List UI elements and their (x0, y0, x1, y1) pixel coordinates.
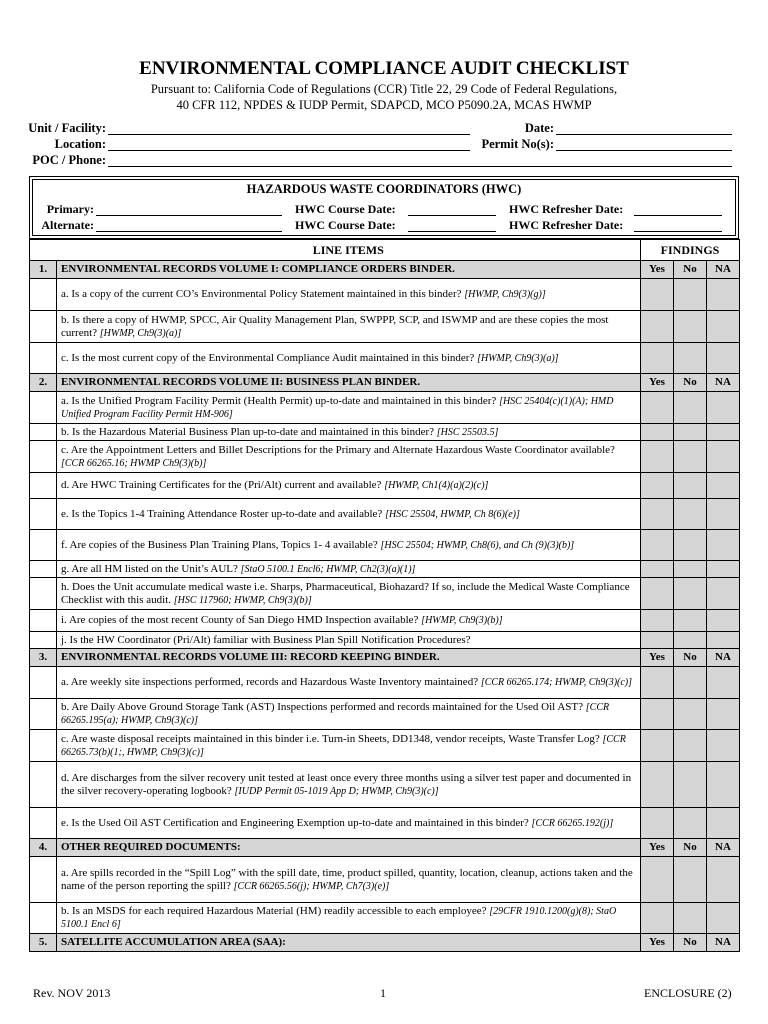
section-header-row (30, 934, 740, 952)
na-checkbox-cell[interactable] (707, 441, 740, 473)
item-number-cell (30, 441, 57, 473)
hwc-alternate-label: Alternate: (41, 218, 94, 232)
item-reference: [HWMP, Ch1(4)(a)(2)(c)] (384, 480, 489, 491)
yes-checkbox-cell[interactable] (641, 903, 674, 934)
yes-checkbox-cell[interactable] (641, 424, 674, 441)
checklist-item-text (57, 392, 641, 424)
na-checkbox-cell[interactable] (707, 699, 740, 730)
no-checkbox-cell[interactable] (674, 279, 707, 311)
item-question: c. Is the most current copy of the Environmental Compliance Audit maintained in this binder? (61, 351, 478, 364)
item-number-cell (30, 424, 57, 441)
no-column-label: No (674, 374, 707, 392)
checklist-item-row (30, 561, 740, 578)
checklist-item-row (30, 279, 740, 311)
section-header-row (30, 649, 740, 667)
yes-column-label: Yes (641, 649, 674, 667)
section-number: 4. (30, 839, 57, 857)
section-number: 3. (30, 649, 57, 667)
item-reference: [HWMP, Ch9(3)(b)] (421, 615, 503, 626)
no-checkbox-cell[interactable] (674, 578, 707, 610)
item-number-cell (30, 311, 57, 343)
hwc-primary-label: Primary: (46, 202, 94, 216)
no-checkbox-cell[interactable] (674, 730, 707, 762)
item-number-cell (30, 343, 57, 374)
na-checkbox-cell[interactable] (707, 808, 740, 839)
item-number-cell (30, 667, 57, 699)
yes-checkbox-cell[interactable] (641, 857, 674, 903)
item-question: g. Are all HM listed on the Unit’s AUL? (61, 562, 241, 575)
no-checkbox-cell[interactable] (674, 343, 707, 374)
item-question: h. Does the Unit accumulate medical waste i.e. Sharps, Pharmaceutical, Biohazard? If so, include the Medical Waste Compliance Checklist with this audit. (61, 580, 630, 606)
item-question: a. Are spills recorded in the “Spill Log” with the spill date, time, product spilled, quantity, location, cleanup, actions taken and the name of the person reporting the spill? (61, 866, 633, 892)
checklist-item-row (30, 311, 740, 343)
item-number-cell (30, 578, 57, 610)
no-checkbox-cell[interactable] (674, 392, 707, 424)
yes-checkbox-cell[interactable] (641, 392, 674, 424)
hwc-refresher-date-field-1[interactable] (634, 215, 722, 216)
checklist-item-row (30, 762, 740, 808)
checklist-item-row (30, 441, 740, 473)
item-question: b. Is an MSDS for each required Hazardous Material (HM) readily accessible to each employee? (61, 905, 490, 917)
checklist-item-text (57, 441, 641, 473)
yes-checkbox-cell[interactable] (641, 473, 674, 499)
unit-facility-field[interactable] (108, 134, 470, 135)
no-checkbox-cell[interactable] (674, 667, 707, 699)
checklist-item-row (30, 343, 740, 374)
no-checkbox-cell[interactable] (674, 530, 707, 561)
item-reference: [HWMP, Ch9(3)(a)] (477, 352, 559, 364)
checklist-item-text (57, 424, 641, 441)
item-question: f. Are copies of the Business Plan Training Plans, Topics 1- 4 available? (61, 538, 381, 551)
item-reference: [HSC 25404(c)(1)(A); HMD Unified Program Facility Permit HM-906] (61, 395, 614, 420)
checklist-item-text (57, 632, 641, 649)
item-number-cell (30, 730, 57, 762)
hwc-course-date-label-2: HWC Course Date: (295, 218, 396, 232)
location-field[interactable] (108, 150, 470, 151)
yes-checkbox-cell[interactable] (641, 667, 674, 699)
na-column-label: NA (707, 839, 740, 857)
item-question: e. Is the Topics 1-4 Training Attendance Roster up-to-date and available? (61, 507, 386, 520)
item-question: a. Is the Unified Program Facility Permit (Health Permit) up-to-date and maintained in this binder? (61, 394, 500, 407)
item-reference: [HSC 117960; HWMP, Ch9(3)(b)] (173, 594, 312, 606)
no-checkbox-cell[interactable] (674, 762, 707, 808)
item-number-cell (30, 857, 57, 903)
yes-checkbox-cell[interactable] (641, 343, 674, 374)
item-question: b. Is the Hazardous Material Business Plan up-to-date and maintained in this binder? (61, 425, 437, 438)
item-question: c. Are the Appointment Letters and Billet Descriptions for the Primary and Alternate Hazardous Waste Coordinator available? (61, 443, 615, 456)
item-number-cell (30, 903, 57, 934)
yes-checkbox-cell[interactable] (641, 311, 674, 343)
item-number-cell (30, 632, 57, 649)
yes-checkbox-cell[interactable] (641, 808, 674, 839)
checklist-item-text (57, 499, 641, 530)
no-checkbox-cell[interactable] (674, 441, 707, 473)
no-column-label: No (674, 649, 707, 667)
na-checkbox-cell[interactable] (707, 392, 740, 424)
findings-header: FINDINGS (641, 240, 740, 261)
na-checkbox-cell[interactable] (707, 762, 740, 808)
na-column-label: NA (707, 934, 740, 952)
no-checkbox-cell[interactable] (674, 473, 707, 499)
yes-checkbox-cell[interactable] (641, 441, 674, 473)
na-checkbox-cell[interactable] (707, 857, 740, 903)
item-reference: [CCR 66265.56(j); HWMP, Ch7(3)(e)] (233, 880, 390, 892)
checklist-item-text (57, 730, 641, 762)
item-number-cell (30, 610, 57, 632)
no-checkbox-cell[interactable] (674, 424, 707, 441)
item-reference: [CCR 66265.192(j)] (531, 817, 614, 829)
subtitle-line-2: 40 CFR 112, NPDES & IUDP Permit, SDAPCD, MCO P5090.2A, MCAS HWMP (176, 98, 592, 112)
no-checkbox-cell[interactable] (674, 610, 707, 632)
section-number: 2. (30, 374, 57, 392)
no-checkbox-cell[interactable] (674, 561, 707, 578)
na-checkbox-cell[interactable] (707, 667, 740, 699)
no-checkbox-cell[interactable] (674, 857, 707, 903)
hwc-course-date-field-2[interactable] (408, 231, 496, 232)
na-column-label: NA (707, 374, 740, 392)
item-number-cell (30, 392, 57, 424)
section-title: ENVIRONMENTAL RECORDS VOLUME III: RECORD KEEPING BINDER. (57, 649, 641, 667)
item-question: a. Are weekly site inspections performed, records and Hazardous Waste Inventory maintained? (61, 676, 481, 688)
item-question: a. Is a copy of the current CO’s Environmental Policy Statement maintained in this binder? (61, 288, 465, 300)
hwc-refresher-date-label-1: HWC Refresher Date: (509, 202, 624, 216)
item-number-cell (30, 561, 57, 578)
hwc-course-date-label-1: HWC Course Date: (295, 202, 396, 216)
item-reference: [CCR 66265.16; HWMP Ch9(3)(b)] (61, 457, 207, 469)
date-label: Date: (524, 121, 554, 135)
yes-checkbox-cell[interactable] (641, 699, 674, 730)
section-number: 1. (30, 261, 57, 279)
na-checkbox-cell[interactable] (707, 730, 740, 762)
checklist-item-row (30, 699, 740, 730)
na-column-label: NA (707, 261, 740, 279)
item-question: d. Are discharges from the silver recovery unit tested at least once every three months using a silver test paper and documented in the silver recovery-operating logbook? (61, 771, 632, 797)
checklist-item-text (57, 699, 641, 730)
permit-numbers-field[interactable] (556, 150, 732, 151)
section-title: ENVIRONMENTAL RECORDS VOLUME II: BUSINESS PLAN BINDER. (57, 374, 641, 392)
item-number-cell (30, 699, 57, 730)
na-checkbox-cell[interactable] (707, 424, 740, 441)
na-checkbox-cell[interactable] (707, 499, 740, 530)
checklist-item-text (57, 762, 641, 808)
checklist-item-text (57, 311, 641, 343)
no-checkbox-cell[interactable] (674, 699, 707, 730)
no-column-label: No (674, 839, 707, 857)
checklist-item-text (57, 667, 641, 699)
checklist-item-text (57, 578, 641, 610)
na-checkbox-cell[interactable] (707, 632, 740, 649)
checklist-item-row (30, 632, 740, 649)
checklist-item-text (57, 473, 641, 499)
no-checkbox-cell[interactable] (674, 499, 707, 530)
item-reference: [HSC 25504, HWMP, Ch 8(6)(e)] (385, 508, 520, 520)
na-checkbox-cell[interactable] (707, 311, 740, 343)
yes-checkbox-cell[interactable] (641, 499, 674, 530)
item-reference: [CCR 66265.73(b)(1;, HWMP, Ch9(3)(c)] (61, 733, 626, 758)
item-number-cell (30, 279, 57, 311)
table-header-row (30, 240, 740, 261)
no-column-label: No (674, 934, 707, 952)
no-column-label: No (674, 261, 707, 279)
checklist-item-text (57, 343, 641, 374)
item-reference: [IUDP Permit 05-1019 App D; HWMP, Ch9(3)(c)] (234, 785, 439, 797)
hwc-refresher-date-label-2: HWC Refresher Date: (509, 218, 624, 232)
checklist-item-row (30, 473, 740, 499)
item-question: i. Are copies of the most recent County of San Diego HMD Inspection available? (61, 614, 422, 626)
no-checkbox-cell[interactable] (674, 632, 707, 649)
checklist-item-row (30, 578, 740, 610)
checklist-item-row (30, 610, 740, 632)
checklist-item-text (57, 610, 641, 632)
item-reference: [29CFR 1910.1200(g)(8); StaO 5100.1 Encl 6] (61, 906, 617, 930)
yes-column-label: Yes (641, 261, 674, 279)
item-number-cell (30, 762, 57, 808)
na-checkbox-cell[interactable] (707, 578, 740, 610)
item-number-cell (30, 808, 57, 839)
footer-revision: Rev. NOV 2013 (33, 986, 111, 1000)
yes-checkbox-cell[interactable] (641, 632, 674, 649)
section-number: 5. (30, 934, 57, 952)
checklist-item-row (30, 530, 740, 561)
section-title: ENVIRONMENTAL RECORDS VOLUME I: COMPLIANCE ORDERS BINDER. (57, 261, 641, 279)
yes-checkbox-cell[interactable] (641, 561, 674, 578)
yes-checkbox-cell[interactable] (641, 762, 674, 808)
na-column-label: NA (707, 649, 740, 667)
na-checkbox-cell[interactable] (707, 610, 740, 632)
yes-checkbox-cell[interactable] (641, 530, 674, 561)
na-checkbox-cell[interactable] (707, 561, 740, 578)
no-checkbox-cell[interactable] (674, 903, 707, 934)
unit-facility-label: Unit / Facility: (28, 121, 106, 135)
checklist-item-row (30, 424, 740, 441)
yes-checkbox-cell[interactable] (641, 578, 674, 610)
section-header-row (30, 839, 740, 857)
checklist-item-text (57, 808, 641, 839)
item-reference: [HWMP, Ch9(3)(a)] (99, 327, 182, 339)
yes-checkbox-cell[interactable] (641, 279, 674, 311)
item-question: j. Is the HW Coordinator (Pri/Alt) familiar with Business Plan Spill Notification Procedures? (61, 633, 471, 646)
no-checkbox-cell[interactable] (674, 311, 707, 343)
checklist-item-row (30, 667, 740, 699)
permit-numbers-label: Permit No(s): (481, 137, 554, 151)
na-checkbox-cell[interactable] (707, 903, 740, 934)
na-checkbox-cell[interactable] (707, 343, 740, 374)
section-title: OTHER REQUIRED DOCUMENTS: (57, 839, 641, 857)
poc-phone-field[interactable] (108, 166, 732, 167)
yes-checkbox-cell[interactable] (641, 730, 674, 762)
yes-column-label: Yes (641, 839, 674, 857)
item-reference: [CCR 66265.174; HWMP, Ch9(3)(c)] (480, 677, 633, 688)
item-question: e. Is the Used Oil AST Certification and Engineering Exemption up-to-date and maintained in this binder? (61, 816, 532, 829)
item-number-cell (30, 499, 57, 530)
checklist-item-text (57, 561, 641, 578)
checklist-item-text (57, 857, 641, 903)
item-reference: [CCR 66265.195(a); HWMP, Ch9(3)(c)] (61, 702, 610, 726)
date-field[interactable] (556, 134, 732, 135)
checklist-item-row (30, 499, 740, 530)
yes-column-label: Yes (641, 374, 674, 392)
checklist-table (29, 239, 740, 952)
checklist-item-row (30, 857, 740, 903)
item-question: d. Are HWC Training Certificates for the (Pri/Alt) current and available? (61, 479, 385, 491)
item-reference: [HSC 25503.5] (436, 426, 499, 438)
hwc-primary-field[interactable] (96, 215, 282, 216)
item-number-cell (30, 473, 57, 499)
checklist-item-row (30, 730, 740, 762)
section-title: SATELLITE ACCUMULATION AREA (SAA): (57, 934, 641, 952)
na-checkbox-cell[interactable] (707, 279, 740, 311)
item-question: b. Is there a copy of HWMP, SPCC, Air Quality Management Plan, SWPPP, SCP, and ISWMP and are these copies the most current? (61, 313, 609, 339)
footer-enclosure: ENCLOSURE (2) (644, 986, 732, 1000)
item-question: c. Are waste disposal receipts maintained in this binder i.e. Turn-in Sheets, DD1348, vendor receipts, Waste Transfer Log? (61, 732, 603, 745)
item-question: b. Are Daily Above Ground Storage Tank (AST) Inspections performed and records maintained for the Used Oil AST? (61, 701, 586, 713)
line-items-header: LINE ITEMS (57, 240, 641, 261)
section-header-row (30, 374, 740, 392)
checklist-item-text (57, 530, 641, 561)
item-reference: [HWMP, Ch9(3)(g)] (464, 289, 546, 300)
item-number-cell (30, 530, 57, 561)
poc-phone-label: POC / Phone: (32, 153, 106, 167)
footer-page-number: 1 (380, 986, 386, 1000)
yes-column-label: Yes (641, 934, 674, 952)
yes-checkbox-cell[interactable] (641, 610, 674, 632)
checklist-item-text (57, 903, 641, 934)
hwc-title: HAZARDOUS WASTE COORDINATORS (HWC) (246, 182, 522, 196)
checklist-item-row (30, 392, 740, 424)
item-reference: [StaO 5100.1 Encl6; HWMP, Ch2(3)(a)(1)] (240, 563, 416, 575)
hwc-alternate-field[interactable] (96, 231, 282, 232)
checklist-item-row (30, 903, 740, 934)
na-checkbox-cell[interactable] (707, 473, 740, 499)
checklist-item-text (57, 279, 641, 311)
subtitle-line-1: Pursuant to: California Code of Regulations (CCR) Title 22, 29 Code of Federal Regulations, (150, 82, 618, 96)
no-checkbox-cell[interactable] (674, 808, 707, 839)
location-label: Location: (54, 137, 106, 151)
checklist-item-row (30, 808, 740, 839)
na-checkbox-cell[interactable] (707, 530, 740, 561)
page-title: ENVIRONMENTAL COMPLIANCE AUDIT CHECKLIST (139, 58, 629, 79)
item-reference: [HSC 25504; HWMP, Ch8(6), and Ch (9)(3)(b)] (380, 539, 575, 551)
section-header-row (30, 261, 740, 279)
hwc-refresher-date-field-2[interactable] (634, 231, 722, 232)
hwc-course-date-field-1[interactable] (408, 215, 496, 216)
